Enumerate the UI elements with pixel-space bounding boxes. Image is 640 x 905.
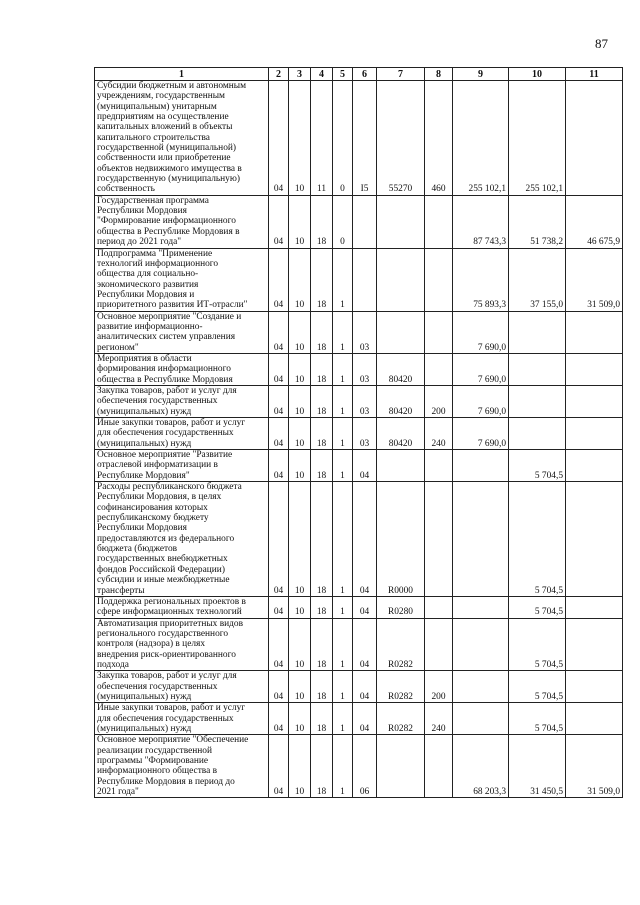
code-cell (425, 248, 453, 311)
code-cell: 1 (333, 418, 353, 450)
code-cell: 0 (333, 81, 353, 196)
row-name: Закупка товаров, работ и услуг для обеспечения государственных (муниципальных) нужд (95, 671, 269, 703)
code-cell: 10 (289, 195, 311, 248)
code-cell (353, 248, 377, 311)
amount-cell (566, 703, 623, 735)
code-cell: 55270 (377, 81, 425, 196)
code-cell: R0280 (377, 596, 425, 618)
code-cell: 80420 (377, 353, 425, 385)
code-cell: 1 (333, 735, 353, 798)
code-cell: 18 (311, 482, 333, 597)
amount-cell (509, 311, 566, 353)
amount-cell (566, 385, 623, 417)
amount-cell (566, 671, 623, 703)
code-cell: 04 (353, 450, 377, 482)
row-name: Автоматизация приоритетных видов регионального государственного контроля (надзора) в целях внедрения риск-ориентированного подхода (95, 618, 269, 671)
row-name: Поддержка региональных проектов в сфере информационных технологий (95, 596, 269, 618)
code-cell: R0000 (377, 482, 425, 597)
row-name: Основное мероприятие "Развитие отраслевой информатизации в Республике Мордовия" (95, 450, 269, 482)
code-cell: 04 (353, 482, 377, 597)
code-cell: 10 (289, 482, 311, 597)
code-cell: 04 (269, 311, 289, 353)
amount-cell (566, 482, 623, 597)
code-cell: 240 (425, 418, 453, 450)
code-cell: 10 (289, 450, 311, 482)
amount-cell: 7 690,0 (453, 385, 509, 417)
code-cell: 04 (269, 671, 289, 703)
code-cell: 10 (289, 618, 311, 671)
row-name: Основное мероприятие "Создание и развитие информационно- аналитических систем управления регионом" (95, 311, 269, 353)
amount-cell: 5 704,5 (509, 450, 566, 482)
code-cell: 0 (333, 195, 353, 248)
amount-cell (453, 703, 509, 735)
code-cell: 04 (269, 195, 289, 248)
table-row (95, 248, 623, 311)
code-cell (425, 353, 453, 385)
amount-cell: 31 450,5 (509, 735, 566, 798)
table-row (95, 618, 623, 671)
column-header: 4 (311, 68, 333, 81)
code-cell: 04 (269, 353, 289, 385)
table-row (95, 311, 623, 353)
code-cell: 04 (269, 482, 289, 597)
column-header: 1 (95, 68, 269, 81)
code-cell: R0282 (377, 618, 425, 671)
code-cell (377, 735, 425, 798)
amount-cell: 46 675,9 (566, 195, 623, 248)
amount-cell: 5 704,5 (509, 618, 566, 671)
row-name: Расходы республиканского бюджета Республики Мордовия, в целях софинансирования которых республиканскому бюджету Республики Мордовия предоставляются из федерального бюджета (бюджетов государственных внебюджетных фондов Российской Федерации) субсидии и иные межбюджетные трансферты (95, 482, 269, 597)
code-cell: 04 (353, 703, 377, 735)
table-header-row (95, 68, 623, 81)
row-name: Иные закупки товаров, работ и услуг для обеспечения государственных (муниципальных) нужд (95, 418, 269, 450)
code-cell: 1 (333, 353, 353, 385)
amount-cell (509, 418, 566, 450)
table-row (95, 703, 623, 735)
amount-cell (453, 618, 509, 671)
page-number: 87 (595, 36, 608, 51)
table-row (95, 671, 623, 703)
table-row (95, 596, 623, 618)
table-row (95, 735, 623, 798)
code-cell: 460 (425, 81, 453, 196)
code-cell: 1 (333, 482, 353, 597)
code-cell: 04 (269, 703, 289, 735)
code-cell: R0282 (377, 703, 425, 735)
amount-cell (566, 418, 623, 450)
code-cell: 18 (311, 311, 333, 353)
code-cell: 1 (333, 450, 353, 482)
code-cell: 18 (311, 735, 333, 798)
amount-cell (509, 353, 566, 385)
code-cell: I5 (353, 81, 377, 196)
amount-cell: 7 690,0 (453, 418, 509, 450)
column-header: 8 (425, 68, 453, 81)
amount-cell (566, 81, 623, 196)
code-cell: 10 (289, 81, 311, 196)
code-cell: 10 (289, 596, 311, 618)
code-cell: 1 (333, 671, 353, 703)
row-name: Подпрограмма "Применение технологий информационного общества для социально- экономического развития Республики Мордовия и приоритетного развития ИТ-отрасли" (95, 248, 269, 311)
amount-cell: 87 743,3 (453, 195, 509, 248)
amount-cell: 5 704,5 (509, 596, 566, 618)
amount-cell: 7 690,0 (453, 311, 509, 353)
amount-cell: 68 203,3 (453, 735, 509, 798)
code-cell: 18 (311, 195, 333, 248)
amount-cell: 255 102,1 (509, 81, 566, 196)
code-cell: 200 (425, 385, 453, 417)
row-name: Иные закупки товаров, работ и услуг для обеспечения государственных (муниципальных) нужд (95, 703, 269, 735)
code-cell: 03 (353, 418, 377, 450)
code-cell (425, 450, 453, 482)
amount-cell: 5 704,5 (509, 482, 566, 597)
column-header: 10 (509, 68, 566, 81)
code-cell: 10 (289, 671, 311, 703)
row-name: Основное мероприятие "Обеспечение реализации государственной программы "Формирование информационного общества в Республике Мордовия в период до 2021 года" (95, 735, 269, 798)
code-cell (377, 311, 425, 353)
code-cell: 18 (311, 703, 333, 735)
code-cell: 18 (311, 618, 333, 671)
code-cell: 04 (269, 418, 289, 450)
column-header: 2 (269, 68, 289, 81)
code-cell: 18 (311, 596, 333, 618)
row-name: Закупка товаров, работ и услуг для обеспечения государственных (муниципальных) нужд (95, 385, 269, 417)
column-header: 7 (377, 68, 425, 81)
code-cell: 10 (289, 703, 311, 735)
code-cell: 04 (353, 671, 377, 703)
amount-cell: 51 738,2 (509, 195, 566, 248)
code-cell: 10 (289, 735, 311, 798)
amount-cell: 255 102,1 (453, 81, 509, 196)
table-row (95, 81, 623, 196)
code-cell: 18 (311, 450, 333, 482)
column-header: 9 (453, 68, 509, 81)
code-cell: 04 (353, 618, 377, 671)
table-row (95, 482, 623, 597)
row-name: Государственная программа Республики Мордовия "Формирование информационного общества в Республике Мордовия в период до 2021 года" (95, 195, 269, 248)
code-cell: 04 (353, 596, 377, 618)
code-cell: 03 (353, 311, 377, 353)
amount-cell (566, 450, 623, 482)
code-cell: 04 (269, 735, 289, 798)
amount-cell (566, 596, 623, 618)
code-cell: 18 (311, 353, 333, 385)
column-header: 5 (333, 68, 353, 81)
code-cell (425, 195, 453, 248)
amount-cell (566, 618, 623, 671)
code-cell: 04 (269, 618, 289, 671)
amount-cell: 5 704,5 (509, 703, 566, 735)
code-cell: 240 (425, 703, 453, 735)
code-cell: 10 (289, 385, 311, 417)
table-row (95, 195, 623, 248)
code-cell: R0282 (377, 671, 425, 703)
row-name: Мероприятия в области формирования информационного общества в Республике Мордовия (95, 353, 269, 385)
code-cell (425, 482, 453, 597)
code-cell: 80420 (377, 418, 425, 450)
amount-cell: 75 893,3 (453, 248, 509, 311)
code-cell: 10 (289, 418, 311, 450)
code-cell: 10 (289, 311, 311, 353)
column-header: 3 (289, 68, 311, 81)
amount-cell: 7 690,0 (453, 353, 509, 385)
table-row (95, 418, 623, 450)
code-cell: 1 (333, 248, 353, 311)
code-cell: 03 (353, 353, 377, 385)
code-cell: 04 (269, 81, 289, 196)
code-cell: 18 (311, 418, 333, 450)
amount-cell (453, 482, 509, 597)
amount-cell (453, 596, 509, 618)
code-cell (377, 195, 425, 248)
code-cell: 1 (333, 596, 353, 618)
code-cell (377, 450, 425, 482)
code-cell: 18 (311, 248, 333, 311)
amount-cell (453, 671, 509, 703)
column-header: 6 (353, 68, 377, 81)
amount-cell: 31 509,0 (566, 248, 623, 311)
code-cell: 1 (333, 311, 353, 353)
code-cell (353, 195, 377, 248)
amount-cell: 5 704,5 (509, 671, 566, 703)
code-cell: 04 (269, 450, 289, 482)
code-cell (425, 735, 453, 798)
code-cell: 80420 (377, 385, 425, 417)
code-cell: 04 (269, 248, 289, 311)
amount-cell (566, 311, 623, 353)
code-cell: 06 (353, 735, 377, 798)
row-name: Субсидии бюджетным и автономным учреждениям, государственным (муниципальным) унитарным предприятиям на осуществление капитальных вложений в объекты капитального строительства государственной (муниципальной) собственности или приобретение объектов недвижимого имущества в государственную (муниципальную) собственность (95, 81, 269, 196)
table-row (95, 385, 623, 417)
amount-cell: 31 509,0 (566, 735, 623, 798)
code-cell: 1 (333, 703, 353, 735)
table-row (95, 353, 623, 385)
table-body (95, 81, 623, 798)
code-cell (425, 311, 453, 353)
code-cell: 04 (269, 596, 289, 618)
amount-cell (566, 353, 623, 385)
code-cell (425, 596, 453, 618)
column-header: 11 (566, 68, 623, 81)
code-cell: 03 (353, 385, 377, 417)
budget-table (94, 67, 623, 798)
amount-cell: 37 155,0 (509, 248, 566, 311)
amount-cell (509, 385, 566, 417)
code-cell: 18 (311, 385, 333, 417)
code-cell: 1 (333, 618, 353, 671)
code-cell: 18 (311, 671, 333, 703)
code-cell: 10 (289, 248, 311, 311)
amount-cell (453, 450, 509, 482)
code-cell (377, 248, 425, 311)
code-cell: 200 (425, 671, 453, 703)
code-cell: 11 (311, 81, 333, 196)
code-cell: 10 (289, 353, 311, 385)
table-row (95, 450, 623, 482)
code-cell (425, 618, 453, 671)
code-cell: 1 (333, 385, 353, 417)
code-cell: 04 (269, 385, 289, 417)
